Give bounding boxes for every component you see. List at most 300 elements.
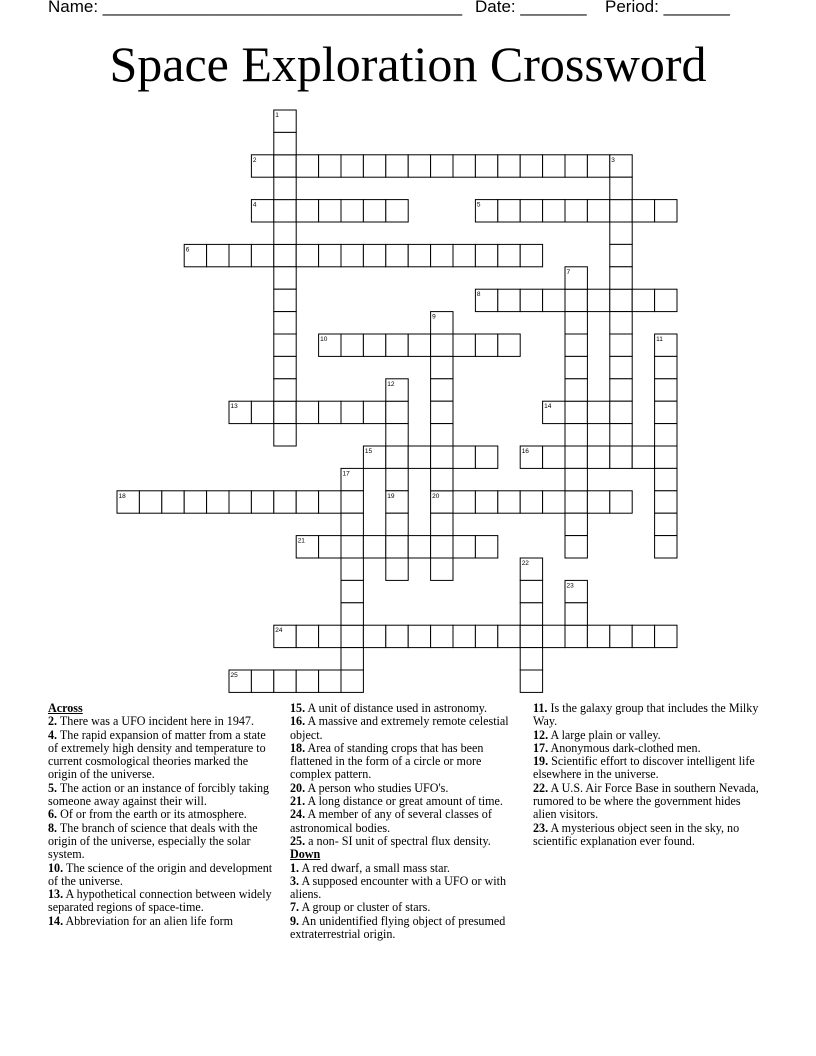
clue-text: A mysterious object seen in the sky, no scientific explanation ever found. xyxy=(533,820,740,848)
grid-cell[interactable] xyxy=(319,334,341,356)
grid-cell[interactable] xyxy=(610,312,632,334)
grid-cell[interactable] xyxy=(319,625,341,647)
grid-cell[interactable] xyxy=(475,625,497,647)
across-heading: Across xyxy=(48,701,83,715)
grid-number: 9 xyxy=(432,313,436,321)
grid-cell[interactable] xyxy=(587,289,609,311)
grid-cell[interactable] xyxy=(587,155,609,177)
grid-cell[interactable] xyxy=(274,312,296,334)
clue-number: 16. xyxy=(290,714,306,729)
grid-cell[interactable] xyxy=(431,468,453,490)
grid-cell[interactable] xyxy=(543,155,565,177)
grid-cell[interactable] xyxy=(117,491,139,513)
grid-cell[interactable] xyxy=(319,536,341,558)
grid-cell[interactable] xyxy=(453,155,475,177)
grid-cell[interactable] xyxy=(565,424,587,446)
grid-cell[interactable] xyxy=(408,244,430,266)
grid-cell[interactable] xyxy=(431,312,453,334)
grid-cell[interactable] xyxy=(565,379,587,401)
grid-cell[interactable] xyxy=(587,625,609,647)
clue-text: The branch of science that deals with the origin of the universe, especially the solar system. xyxy=(48,820,258,862)
grid-cell[interactable] xyxy=(431,334,453,356)
grid-cell[interactable] xyxy=(475,155,497,177)
grid-cell[interactable] xyxy=(386,401,408,423)
clue-number: 13. xyxy=(48,887,64,902)
grid-cell[interactable] xyxy=(610,244,632,266)
grid-cell[interactable] xyxy=(386,491,408,513)
grid-cell[interactable] xyxy=(274,356,296,378)
grid-cell[interactable] xyxy=(520,289,542,311)
clue-number: 7. xyxy=(290,900,300,915)
grid-cell[interactable] xyxy=(565,312,587,334)
grid-cell[interactable] xyxy=(386,513,408,535)
grid-cell[interactable] xyxy=(431,558,453,580)
grid-cell[interactable] xyxy=(251,200,273,222)
grid-cell[interactable] xyxy=(655,401,677,423)
grid-number: 21 xyxy=(297,537,305,545)
grid-cell[interactable] xyxy=(431,513,453,535)
grid-cell[interactable] xyxy=(610,356,632,378)
grid-cell[interactable] xyxy=(274,491,296,513)
page-title: Space Exploration Crossword xyxy=(109,36,707,92)
grid-cell[interactable] xyxy=(565,267,587,289)
grid-number: 22 xyxy=(521,560,529,567)
grid-cell[interactable] xyxy=(229,491,251,513)
grid-cell[interactable] xyxy=(363,536,385,558)
clue-number: 9. xyxy=(290,913,300,928)
grid-cell[interactable] xyxy=(453,244,475,266)
grid-cell[interactable] xyxy=(386,379,408,401)
across-clue xyxy=(48,715,278,728)
grid-cell[interactable] xyxy=(341,625,363,647)
grid-number: 3 xyxy=(611,156,615,164)
grid-cell[interactable] xyxy=(520,670,542,692)
grid-number: 25 xyxy=(230,672,238,679)
grid-cell[interactable] xyxy=(431,446,453,468)
across-clue xyxy=(48,888,278,915)
grid-cell[interactable] xyxy=(431,379,453,401)
grid-cell[interactable] xyxy=(632,289,654,311)
grid-cell[interactable] xyxy=(610,222,632,244)
grid-cell[interactable] xyxy=(408,446,430,468)
grid-cell[interactable] xyxy=(610,446,632,468)
clue-number: 10. xyxy=(48,860,64,875)
grid-cell[interactable] xyxy=(408,155,430,177)
across-clue xyxy=(290,702,522,715)
grid-cell[interactable] xyxy=(565,603,587,625)
grid-cell[interactable] xyxy=(565,536,587,558)
grid-cell[interactable] xyxy=(655,491,677,513)
grid-cell[interactable] xyxy=(475,334,497,356)
grid-cell[interactable] xyxy=(341,244,363,266)
grid-cell[interactable] xyxy=(274,244,296,266)
grid-cell[interactable] xyxy=(274,424,296,446)
worksheet-header xyxy=(48,0,768,21)
grid-cell[interactable] xyxy=(655,468,677,490)
grid-cell[interactable] xyxy=(475,491,497,513)
grid-number: 4 xyxy=(252,201,257,209)
grid-cell[interactable] xyxy=(296,155,318,177)
grid-number: 13 xyxy=(230,403,238,411)
clue-number: 11. xyxy=(533,701,548,715)
clue-text: Of or from the earth or its atmosphere. xyxy=(60,807,247,822)
grid-cell[interactable] xyxy=(610,334,632,356)
grid-cell[interactable] xyxy=(431,424,453,446)
grid-cell[interactable] xyxy=(408,625,430,647)
grid-cell[interactable] xyxy=(431,155,453,177)
grid-cell[interactable] xyxy=(296,491,318,513)
grid-cell[interactable] xyxy=(565,468,587,490)
grid-cell[interactable] xyxy=(475,536,497,558)
grid-cell[interactable] xyxy=(475,200,497,222)
clue-number: 6. xyxy=(48,807,58,822)
clue-text: The science of the origin and development of the universe. xyxy=(48,860,273,888)
across-clue xyxy=(290,795,522,808)
grid-cell[interactable] xyxy=(587,446,609,468)
grid-cell[interactable] xyxy=(274,625,296,647)
grid-cell[interactable] xyxy=(565,289,587,311)
grid-cell[interactable] xyxy=(251,491,273,513)
grid-cell[interactable] xyxy=(543,491,565,513)
grid-cell[interactable] xyxy=(386,446,408,468)
grid-cell[interactable] xyxy=(139,491,161,513)
clue-text: A U.S. Air Force Base in southern Nevada, rumored to be where the government hides alien visitors. xyxy=(533,780,759,822)
period-field[interactable]: Period: _______ xyxy=(605,0,730,16)
grid-cell[interactable] xyxy=(565,580,587,602)
grid-cell[interactable] xyxy=(520,244,542,266)
grid-cell[interactable] xyxy=(655,446,677,468)
grid-number: 7 xyxy=(566,268,571,276)
grid-cell[interactable] xyxy=(655,625,677,647)
grid-cell[interactable] xyxy=(565,446,587,468)
grid-cell[interactable] xyxy=(498,491,520,513)
grid-cell[interactable] xyxy=(207,244,229,266)
grid-cell[interactable] xyxy=(610,401,632,423)
grid-cell[interactable] xyxy=(341,200,363,222)
grid-cell[interactable] xyxy=(543,401,565,423)
clue-text: There was a UFO incident here in 1947. xyxy=(59,714,255,729)
grid-cell[interactable] xyxy=(610,289,632,311)
grid-cell[interactable] xyxy=(274,670,296,692)
grid-cell[interactable] xyxy=(251,244,273,266)
grid-cell[interactable] xyxy=(587,401,609,423)
grid-cell[interactable] xyxy=(587,200,609,222)
grid-cell[interactable] xyxy=(565,625,587,647)
across-clue xyxy=(48,862,278,889)
clue-number: 14. xyxy=(48,913,64,928)
grid-cell[interactable] xyxy=(431,536,453,558)
grid-cell[interactable] xyxy=(341,536,363,558)
clue-number: 12. xyxy=(533,727,549,742)
down-clue xyxy=(533,729,763,742)
clue-text: A hypothetical connection between widely separated regions of space-time. xyxy=(48,887,272,915)
grid-cell[interactable] xyxy=(251,401,273,423)
grid-cell[interactable] xyxy=(543,200,565,222)
grid-cell[interactable] xyxy=(543,289,565,311)
clue-number: 18. xyxy=(290,740,306,755)
clue-number: 2. xyxy=(48,714,58,729)
grid-cell[interactable] xyxy=(498,244,520,266)
grid-cell[interactable] xyxy=(475,446,497,468)
clue-number: 19. xyxy=(533,754,549,769)
grid-cell[interactable] xyxy=(453,491,475,513)
grid-cell[interactable] xyxy=(363,446,385,468)
grid-cell[interactable] xyxy=(341,670,363,692)
grid-cell[interactable] xyxy=(363,334,385,356)
grid-cell[interactable] xyxy=(610,267,632,289)
grid-cell[interactable] xyxy=(251,670,273,692)
clue-text: An unidentified flying object of presumed extraterrestrial origin. xyxy=(290,913,506,942)
across-clue xyxy=(290,782,522,795)
grid-cell[interactable] xyxy=(453,334,475,356)
clue-text: Abbreviation for an alien life form xyxy=(65,913,234,928)
grid-cell[interactable] xyxy=(565,401,587,423)
grid-cell[interactable] xyxy=(319,670,341,692)
grid-cell[interactable] xyxy=(207,491,229,513)
grid-cell[interactable] xyxy=(341,468,363,490)
grid-cell[interactable] xyxy=(386,424,408,446)
grid-cell[interactable] xyxy=(632,446,654,468)
grid-cell[interactable] xyxy=(319,491,341,513)
grid-cell[interactable] xyxy=(453,625,475,647)
grid-number: 24 xyxy=(275,627,283,635)
grid-cell[interactable] xyxy=(274,110,296,132)
grid-cell[interactable] xyxy=(453,536,475,558)
down-clue xyxy=(533,782,763,822)
grid-cell[interactable] xyxy=(296,244,318,266)
grid-cell[interactable] xyxy=(498,334,520,356)
grid-cell[interactable] xyxy=(655,424,677,446)
clue-text: Anonymous dark-clothed men. xyxy=(550,740,701,755)
clue-text: A person who studies UFO's. xyxy=(307,780,449,795)
grid-cell[interactable] xyxy=(274,379,296,401)
grid-cell[interactable] xyxy=(229,401,251,423)
grid-cell[interactable] xyxy=(498,625,520,647)
grid-cell[interactable] xyxy=(341,401,363,423)
grid-cell[interactable] xyxy=(610,625,632,647)
grid-cell[interactable] xyxy=(274,401,296,423)
grid-cell[interactable] xyxy=(319,200,341,222)
grid-cell[interactable] xyxy=(431,625,453,647)
grid-cell[interactable] xyxy=(386,244,408,266)
clues-column-3 xyxy=(533,702,763,848)
grid-cell[interactable] xyxy=(520,558,542,580)
clue-text: Scientific effort to discover intelligent life elsewhere in the universe. xyxy=(533,754,755,782)
grid-cell[interactable] xyxy=(386,468,408,490)
grid-cell[interactable] xyxy=(498,155,520,177)
grid-number: 20 xyxy=(432,492,440,500)
grid-cell[interactable] xyxy=(655,289,677,311)
grid-cell[interactable] xyxy=(408,334,430,356)
grid-cell[interactable] xyxy=(655,200,677,222)
grid-cell[interactable] xyxy=(475,244,497,266)
down-clue xyxy=(290,915,522,942)
grid-cell[interactable] xyxy=(274,200,296,222)
grid-cell[interactable] xyxy=(319,401,341,423)
grid-cell[interactable] xyxy=(655,536,677,558)
grid-number: 14 xyxy=(544,403,552,411)
clue-text: Area of standing crops that has been flattened in the form of a circle or more complex pattern. xyxy=(290,740,484,782)
grid-cell[interactable] xyxy=(632,200,654,222)
grid-cell[interactable] xyxy=(341,580,363,602)
grid-cell[interactable] xyxy=(520,155,542,177)
clue-text: Is the galaxy group that includes the Milky Way. xyxy=(533,701,759,729)
across-clue xyxy=(290,835,522,848)
grid-cell[interactable] xyxy=(386,155,408,177)
grid-cell[interactable] xyxy=(341,513,363,535)
grid-cell[interactable] xyxy=(431,356,453,378)
grid-cell[interactable] xyxy=(610,379,632,401)
grid-cell[interactable] xyxy=(274,177,296,199)
grid-cell[interactable] xyxy=(341,334,363,356)
grid-cell[interactable] xyxy=(341,603,363,625)
across-clue xyxy=(48,822,278,862)
grid-cell[interactable] xyxy=(565,513,587,535)
grid-cell[interactable] xyxy=(431,401,453,423)
grid-cell[interactable] xyxy=(386,334,408,356)
grid-cell[interactable] xyxy=(565,155,587,177)
grid-cell[interactable] xyxy=(296,625,318,647)
grid-cell[interactable] xyxy=(319,244,341,266)
clue-text: A supposed encounter with a UFO or with aliens. xyxy=(290,873,506,902)
grid-cell[interactable] xyxy=(251,155,273,177)
clue-number: 25. xyxy=(290,833,306,848)
grid-cell[interactable] xyxy=(565,334,587,356)
grid-cell[interactable] xyxy=(610,424,632,446)
grid-cell[interactable] xyxy=(520,625,542,647)
grid-cell[interactable] xyxy=(341,648,363,670)
grid-cell[interactable] xyxy=(296,200,318,222)
grid-cell[interactable] xyxy=(274,334,296,356)
grid-cell[interactable] xyxy=(341,558,363,580)
clue-number: 17. xyxy=(533,740,549,755)
grid-cell[interactable] xyxy=(296,536,318,558)
grid-cell[interactable] xyxy=(520,603,542,625)
clue-number: 1. xyxy=(290,860,300,875)
grid-cell[interactable] xyxy=(229,670,251,692)
clue-number: 24. xyxy=(290,807,306,822)
grid-cell[interactable] xyxy=(363,625,385,647)
clue-text: A unit of distance used in astronomy. xyxy=(307,701,488,715)
grid-cell[interactable] xyxy=(431,244,453,266)
grid-cell[interactable] xyxy=(274,222,296,244)
grid-number: 16 xyxy=(521,448,529,455)
date-field[interactable]: Date: _______ xyxy=(475,0,587,16)
grid-cell[interactable] xyxy=(610,155,632,177)
grid-cell[interactable] xyxy=(363,200,385,222)
grid-cell[interactable] xyxy=(408,536,430,558)
grid-cell[interactable] xyxy=(632,625,654,647)
grid-cell[interactable] xyxy=(431,491,453,513)
clue-number: 4. xyxy=(48,727,58,742)
clue-text: A red dwarf, a small mass star. xyxy=(301,860,450,875)
grid-cell[interactable] xyxy=(520,491,542,513)
grid-cell[interactable] xyxy=(453,446,475,468)
grid-number: 5 xyxy=(476,201,481,209)
grid-cell[interactable] xyxy=(319,155,341,177)
grid-cell[interactable] xyxy=(498,200,520,222)
grid-cell[interactable] xyxy=(363,401,385,423)
down-clue xyxy=(533,702,763,729)
grid-cell[interactable] xyxy=(386,200,408,222)
grid-cell[interactable] xyxy=(386,536,408,558)
clue-text: A massive and extremely remote celestial object. xyxy=(290,714,509,742)
grid-cell[interactable] xyxy=(543,625,565,647)
grid-cell[interactable] xyxy=(610,200,632,222)
grid-number: 10 xyxy=(320,336,328,343)
grid-cell[interactable] xyxy=(587,491,609,513)
grid-cell[interactable] xyxy=(655,356,677,378)
grid-number: 6 xyxy=(185,246,190,254)
across-clue xyxy=(48,915,278,928)
grid-cell[interactable] xyxy=(184,491,206,513)
grid-cell[interactable] xyxy=(498,289,520,311)
grid-cell[interactable] xyxy=(386,625,408,647)
grid-cell[interactable] xyxy=(610,177,632,199)
grid-cell[interactable] xyxy=(520,446,542,468)
grid-cell[interactable] xyxy=(162,491,184,513)
grid-cell[interactable] xyxy=(274,155,296,177)
grid-cell[interactable] xyxy=(274,267,296,289)
grid-cell[interactable] xyxy=(520,648,542,670)
grid-cell[interactable] xyxy=(296,401,318,423)
grid-number: 19 xyxy=(387,492,395,500)
clue-number: 20. xyxy=(290,780,306,795)
clue-number: 23. xyxy=(533,820,549,835)
grid-number: 23 xyxy=(566,582,574,590)
grid-number: 15 xyxy=(364,448,373,455)
grid-cell[interactable] xyxy=(274,132,296,154)
grid-cell[interactable] xyxy=(655,379,677,401)
grid-cell[interactable] xyxy=(274,289,296,311)
clue-number: 3. xyxy=(290,873,300,888)
clue-text: The action or an instance of forcibly taking someone away against their will. xyxy=(48,780,270,809)
clues-column-1 xyxy=(48,702,278,928)
grid-cell[interactable] xyxy=(184,244,206,266)
down-clue xyxy=(533,755,763,782)
grid-cell[interactable] xyxy=(363,244,385,266)
grid-cell[interactable] xyxy=(543,446,565,468)
grid-cell[interactable] xyxy=(363,155,385,177)
grid-cell[interactable] xyxy=(565,491,587,513)
grid-cell[interactable] xyxy=(296,670,318,692)
clue-number: 5. xyxy=(48,780,58,795)
grid-number: 8 xyxy=(476,291,481,299)
grid-cell[interactable] xyxy=(655,513,677,535)
clue-text: A member of any of several classes of astronomical bodies. xyxy=(290,807,492,835)
grid-number: 17 xyxy=(342,470,350,478)
grid-cell[interactable] xyxy=(229,244,251,266)
down-clue xyxy=(290,901,522,914)
grid-cell[interactable] xyxy=(386,558,408,580)
grid-cell[interactable] xyxy=(565,200,587,222)
grid-cell[interactable] xyxy=(520,200,542,222)
grid-cell[interactable] xyxy=(341,155,363,177)
clue-number: 8. xyxy=(48,820,58,835)
clue-text: a non- SI unit of spectral flux density. xyxy=(308,833,491,848)
grid-cell[interactable] xyxy=(341,491,363,513)
grid-number: 2 xyxy=(252,156,257,164)
name-field[interactable]: Name: ______________________________________ xyxy=(48,0,463,16)
clue-number: 21. xyxy=(290,794,306,809)
grid-number: 18 xyxy=(118,492,126,500)
grid-cell[interactable] xyxy=(565,356,587,378)
grid-cell[interactable] xyxy=(610,491,632,513)
grid-cell[interactable] xyxy=(475,289,497,311)
grid-cell[interactable] xyxy=(520,580,542,602)
grid-cell[interactable] xyxy=(655,334,677,356)
clue-text: A group or cluster of stars. xyxy=(301,900,431,915)
